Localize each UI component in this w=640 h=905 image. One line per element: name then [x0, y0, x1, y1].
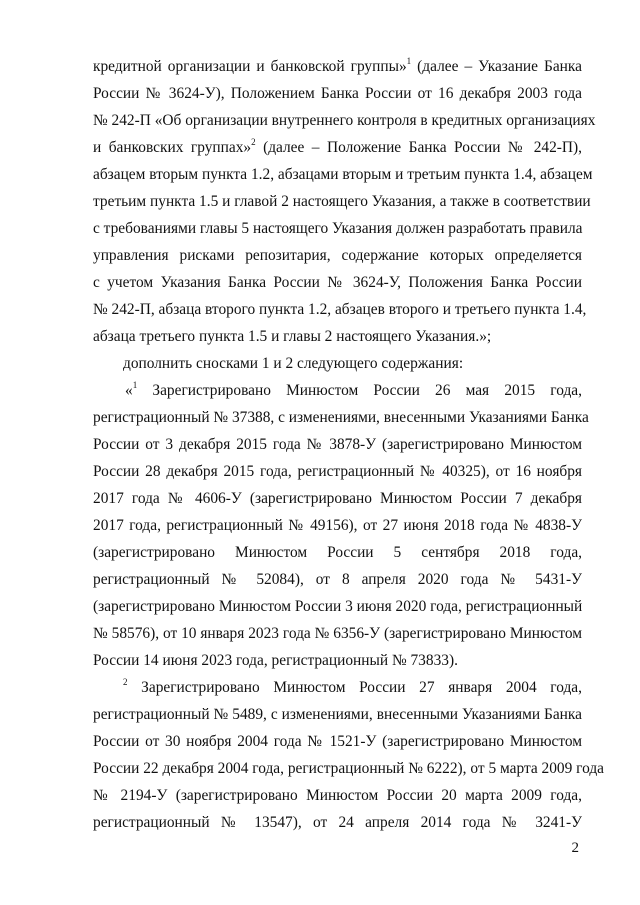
line-text: абзацем вторым пункта 1.2, абзацами вторым и третьим пункта 1.4, абзацем	[93, 166, 593, 183]
line-text: регистрационный № 5489, с изменениями, внесенными Указаниями Банка	[93, 706, 582, 723]
line-text: России 14 июня 2023 года, регистрационный № 73833).	[93, 652, 458, 669]
line-text: № 58576), от 10 января 2023 года № 6356-У (зарегистрировано Минюстом	[93, 625, 582, 642]
line-text-continued: Зарегистрировано Минюстом России 27 января 2004 года,	[127, 679, 582, 696]
line-text: дополнить сносками 1 и 2 следующего содержания:	[123, 355, 464, 372]
text-line	[93, 624, 582, 644]
line-text: России от 3 декабря 2015 года № 3878-У (зарегистрировано Минюстом	[93, 436, 582, 453]
text-line	[93, 408, 589, 428]
line-text: № 242-П «Об организации внутреннего контроля в кредитных организациях	[93, 112, 596, 129]
text-line	[93, 192, 591, 212]
text-line	[93, 570, 582, 590]
text-line	[123, 678, 582, 698]
text-line	[93, 300, 587, 320]
text-line	[93, 543, 582, 563]
line-text: абзаца третьего пункта 1.5 и главы 2 настоящего Указания.»;	[93, 328, 492, 345]
text-line	[93, 516, 582, 536]
text-line	[123, 354, 582, 374]
text-line	[93, 84, 582, 104]
footnote-ref: 1	[132, 379, 138, 390]
line-text: и банковских группах»	[93, 139, 252, 156]
line-text: кредитной организации и банковской группы»	[93, 58, 407, 75]
footnote-ref: 2	[123, 676, 128, 687]
page-number: 2	[571, 840, 579, 856]
text-line	[93, 111, 596, 131]
text-line	[93, 705, 582, 725]
line-text: № 242-П, абзаца второго пункта 1.2, абзацев второго и третьего пункта 1.4,	[93, 301, 587, 318]
line-text-continued: (далее – Положение Банка России № 242-П),	[255, 139, 582, 156]
text-line	[93, 732, 582, 752]
line-text: 2017 года № 4606-У (зарегистрировано Минюстом России 7 декабря	[93, 490, 582, 507]
line-text: 2017 года, регистрационный № 49156), от 27 июня 2018 года № 4838-У	[93, 517, 582, 534]
line-text: (зарегистрировано Минюстом России 5 сентября 2018 года,	[93, 544, 582, 561]
text-line	[93, 57, 582, 77]
line-text: третьим пункта 1.5 и главой 2 настоящего Указания, а также в соответствии	[93, 193, 591, 210]
text-line	[93, 786, 582, 806]
line-text: (зарегистрировано Минюстом России 3 июня 2020 года, регистрационный	[93, 598, 583, 615]
line-text: регистрационный № 37388, с изменениями, внесенными Указаниями Банка	[93, 409, 589, 426]
line-text: России 22 декабря 2004 года, регистрационный № 6222), от 5 марта 2009 года	[93, 760, 605, 777]
text-line	[93, 219, 582, 239]
line-text: с учетом Указания Банка России № 3624-У, Положения Банка России	[93, 274, 582, 291]
footnote-ref: 1	[406, 55, 412, 66]
line-text: № 2194-У (зарегистрировано Минюстом России 20 марта 2009 года,	[93, 787, 582, 804]
text-line	[93, 273, 582, 293]
text-line	[93, 462, 582, 482]
text-line	[93, 813, 582, 833]
text-line	[93, 138, 582, 158]
text-line	[93, 165, 593, 185]
line-prefix: «	[125, 382, 133, 399]
text-line	[93, 327, 582, 347]
text-line	[93, 651, 582, 671]
line-text: регистрационный № 52084), от 8 апреля 2020 года № 5431-У	[93, 571, 582, 588]
line-text-continued: (далее – Указание Банка	[411, 58, 582, 75]
text-line	[93, 759, 605, 779]
text-line	[93, 246, 582, 266]
line-text: России 28 декабря 2015 года, регистрационный № 40325), от 16 ноября	[93, 463, 582, 480]
line-text: регистрационный № 13547), от 24 апреля 2014 года № 3241-У	[93, 814, 582, 831]
line-text-continued: Зарегистрировано Минюстом России 26 мая 2015 года,	[137, 382, 582, 399]
text-line	[125, 381, 582, 401]
text-line	[93, 489, 582, 509]
text-line	[93, 597, 582, 617]
text-line	[93, 435, 582, 455]
line-text: России № 3624-У), Положением Банка России от 16 декабря 2003 года	[93, 85, 582, 102]
footnote-ref: 2	[251, 136, 256, 147]
line-text: России от 30 ноября 2004 года № 1521-У (зарегистрировано Минюстом	[93, 733, 582, 750]
line-text: управления рисками репозитария, содержание которых определяется	[93, 247, 582, 264]
line-text: с требованиями главы 5 настоящего Указания должен разработать правила	[93, 220, 583, 237]
